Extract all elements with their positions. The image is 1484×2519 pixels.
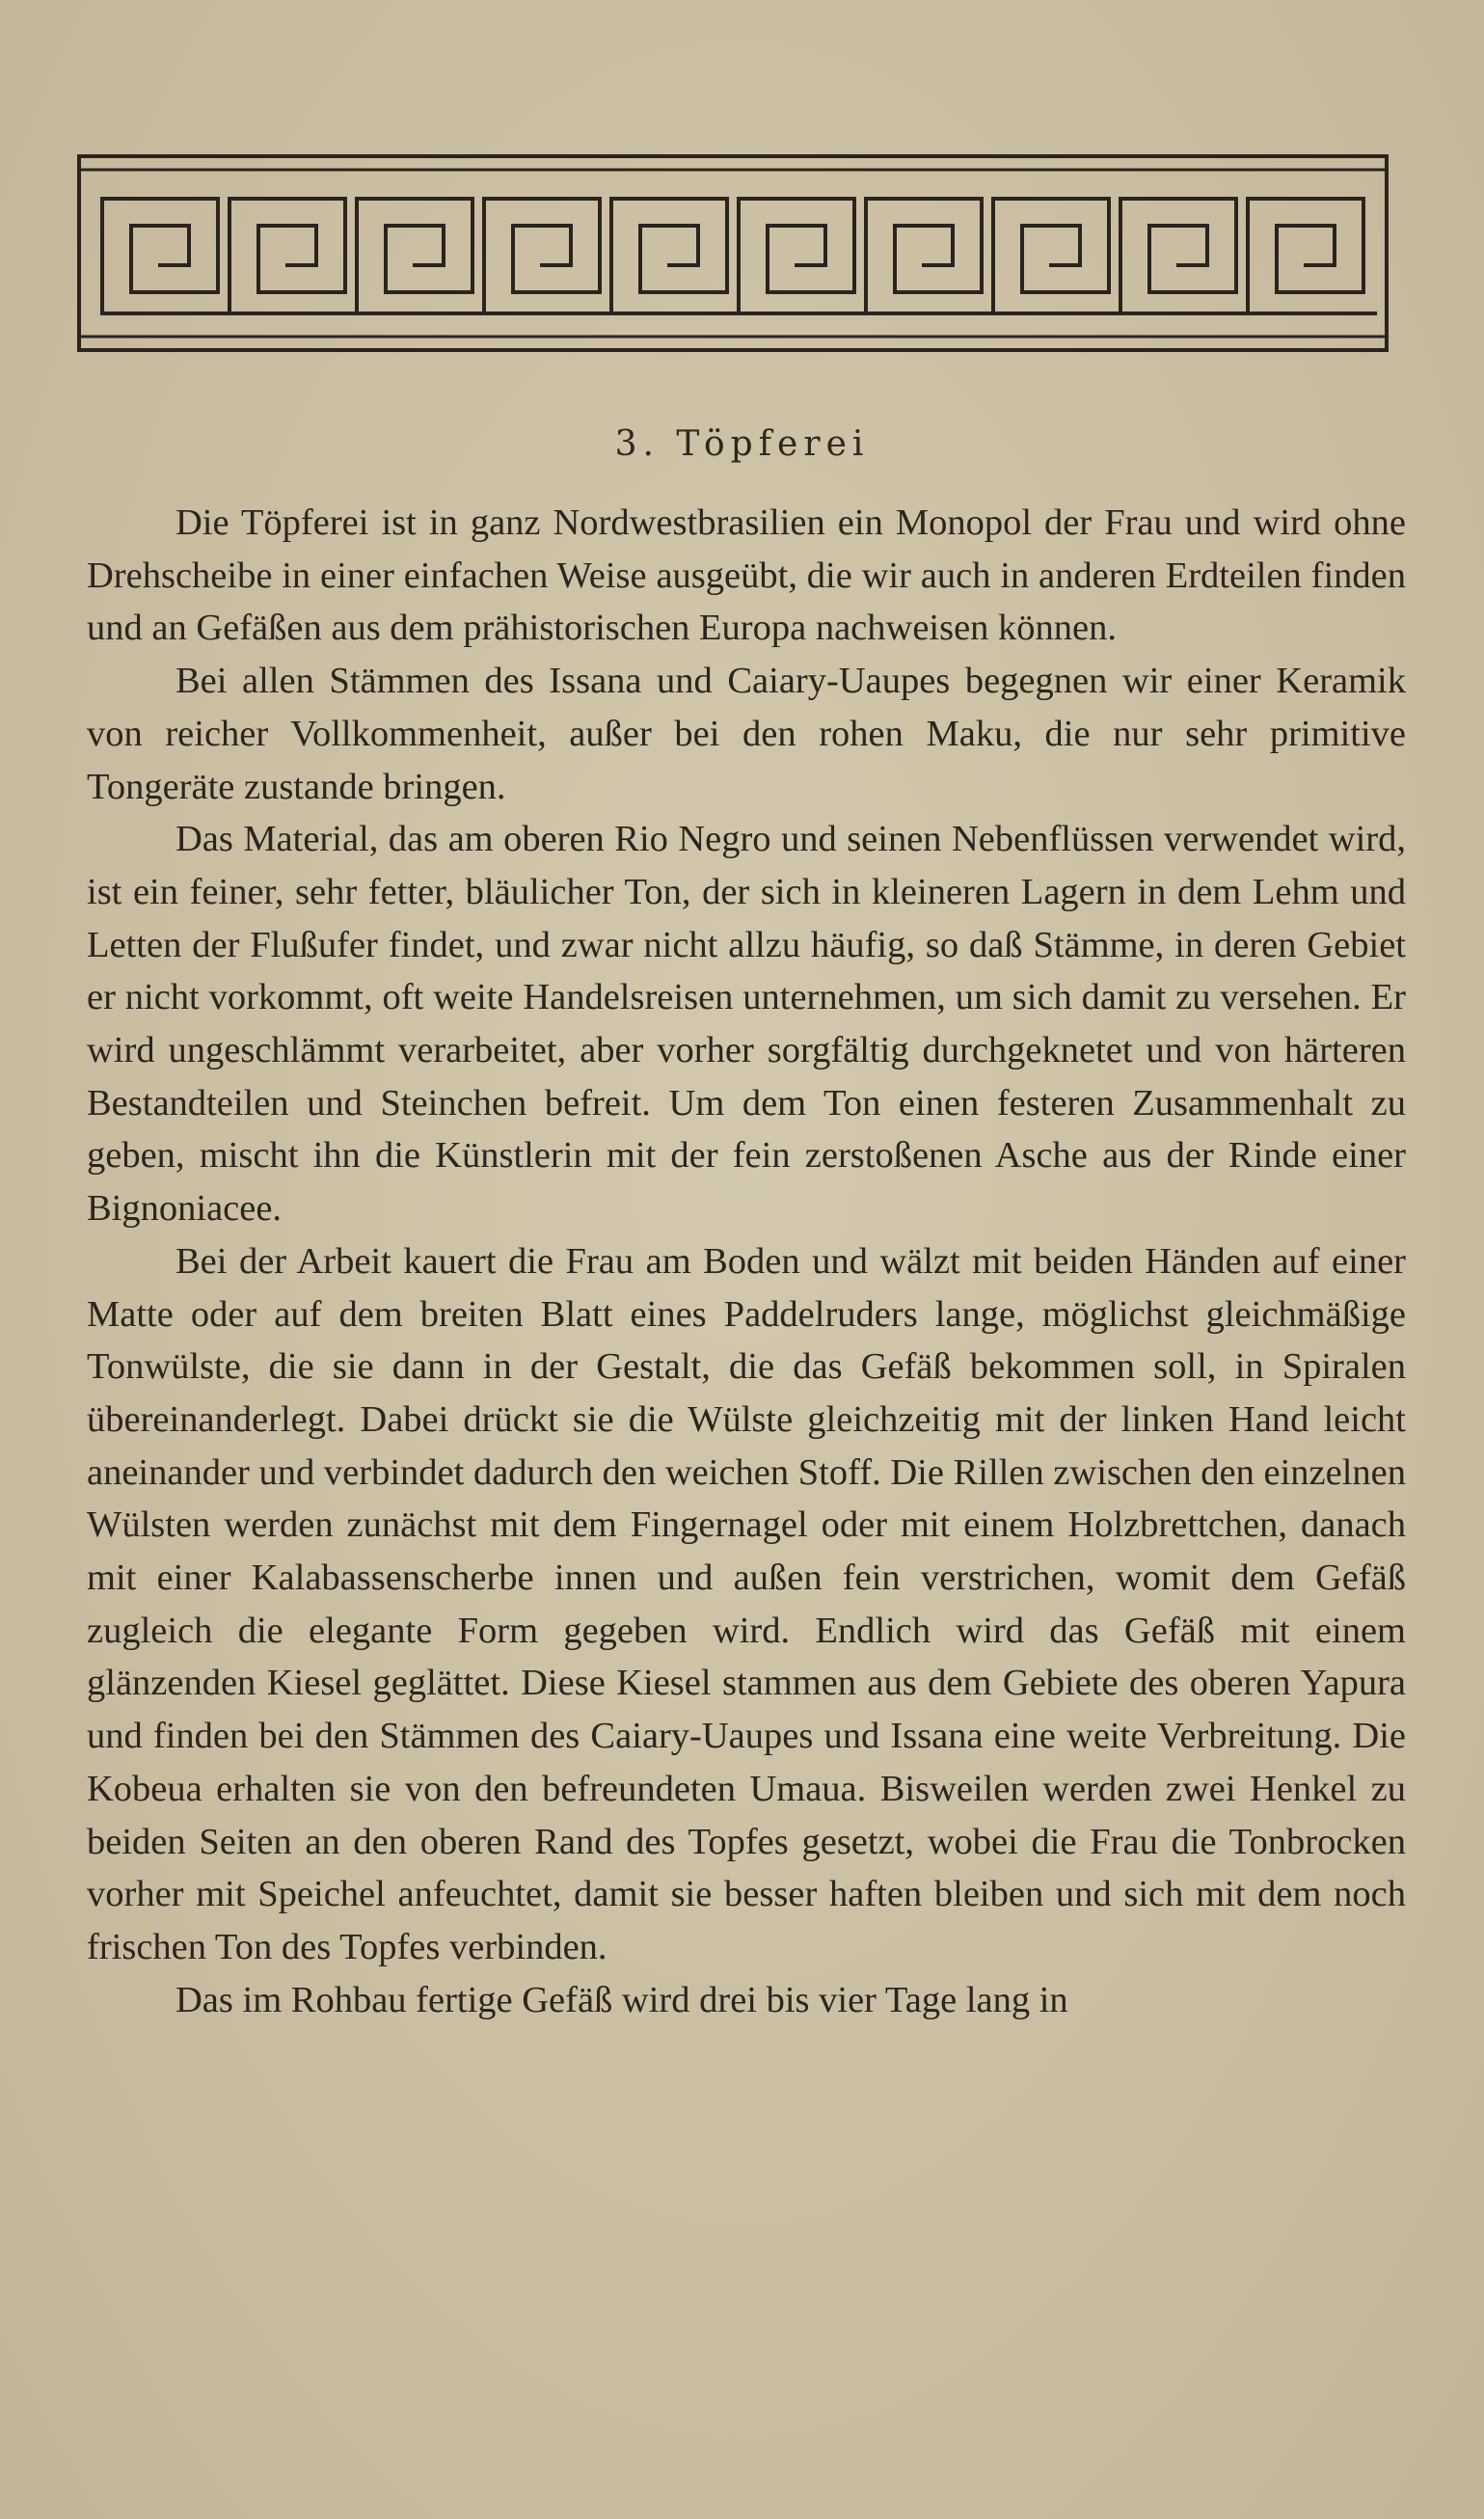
paragraph-1: Die Töpferei ist in ganz Nordwestbrasilien ein Monopol der Frau und wird ohne Drehscheibe in einer einfachen Weise ausgeübt, die wir auch in anderen Erdteilen finden und an Gefäßen aus dem prähistorischen Europa nachweisen können. (87, 502, 1406, 649)
paragraph-3: Das Material, das am oberen Rio Negro und seinen Nebenflüssen verwendet wird, ist ein feiner, sehr fetter, bläulicher Ton, der sich in kleineren Lagern in dem Lehm und Letten der Flußufer findet, und zwar nicht allzu häufig, so daß Stämme, in deren Gebiet er nicht vorkommt, oft weite Handelsreisen unternehmen, um sich damit zu versehen. Er wird ungeschlämmt verarbeitet, aber vorher sorgfältig durchgeknetet und von härteren Bestandteilen und Steinchen befreit. Um dem Ton einen festeren Zusammenhalt zu geben, mischt ihn die Künstlerin mit der fein zerstoßenen Asche aus der Rinde einer Bignoniacee. (87, 819, 1406, 1230)
paragraph-2: Bei allen Stämmen des Issana und Caiary-Uaupes begegnen wir einer Keramik von reicher Vollkommenheit, außer bei den rohen Maku, die nur sehr primitive Tongeräte zustande bringen. (87, 661, 1406, 807)
paragraph-5: Das im Rohbau fertige Gefäß wird drei bis vier Tage lang in (175, 1979, 1068, 2020)
body-text (87, 497, 1406, 2026)
meander-border-icon (77, 154, 1389, 352)
paragraph-4: Bei der Arbeit kauert die Frau am Boden und wälzt mit beiden Händen auf einer Matte oder auf dem breiten Blatt eines Paddelruders lange, möglichst gleichmäßige Tonwülste, die sie dann in der Gestalt, die das Gefäß bekommen soll, in Spiralen übereinanderlegt. Dabei drückt sie die Wülste gleichzeitig mit der linken Hand leicht aneinander und verbindet dadurch den weichen Stoff. Die Rillen zwischen den einzelnen Wülsten werden zunächst mit dem Fingernagel oder mit einem Holzbrettchen, danach mit einer Kalabassenscherbe innen und außen fein verstrichen, womit dem Gefäß zugleich die elegante Form gegeben wird. Endlich wird das Gefäß mit einem glänzenden Kiesel geglättet. Diese Kiesel stammen aus dem Gebiete des oberen Yapura und finden bei den Stämmen des Caiary-Uaupes und Issana eine weite Verbreitung. Die Kobeua erhalten sie von den befreundeten Umaua. Bisweilen werden zwei Henkel zu beiden Seiten an den oberen Rand des Topfes gesetzt, wobei die Frau die Tonbrocken vorher mit Speichel anfeuchtet, damit sie besser haften bleiben und sich mit dem noch frischen Ton des Topfes verbinden. (87, 1240, 1406, 1967)
section-title: 3. Töpferei (614, 424, 870, 464)
